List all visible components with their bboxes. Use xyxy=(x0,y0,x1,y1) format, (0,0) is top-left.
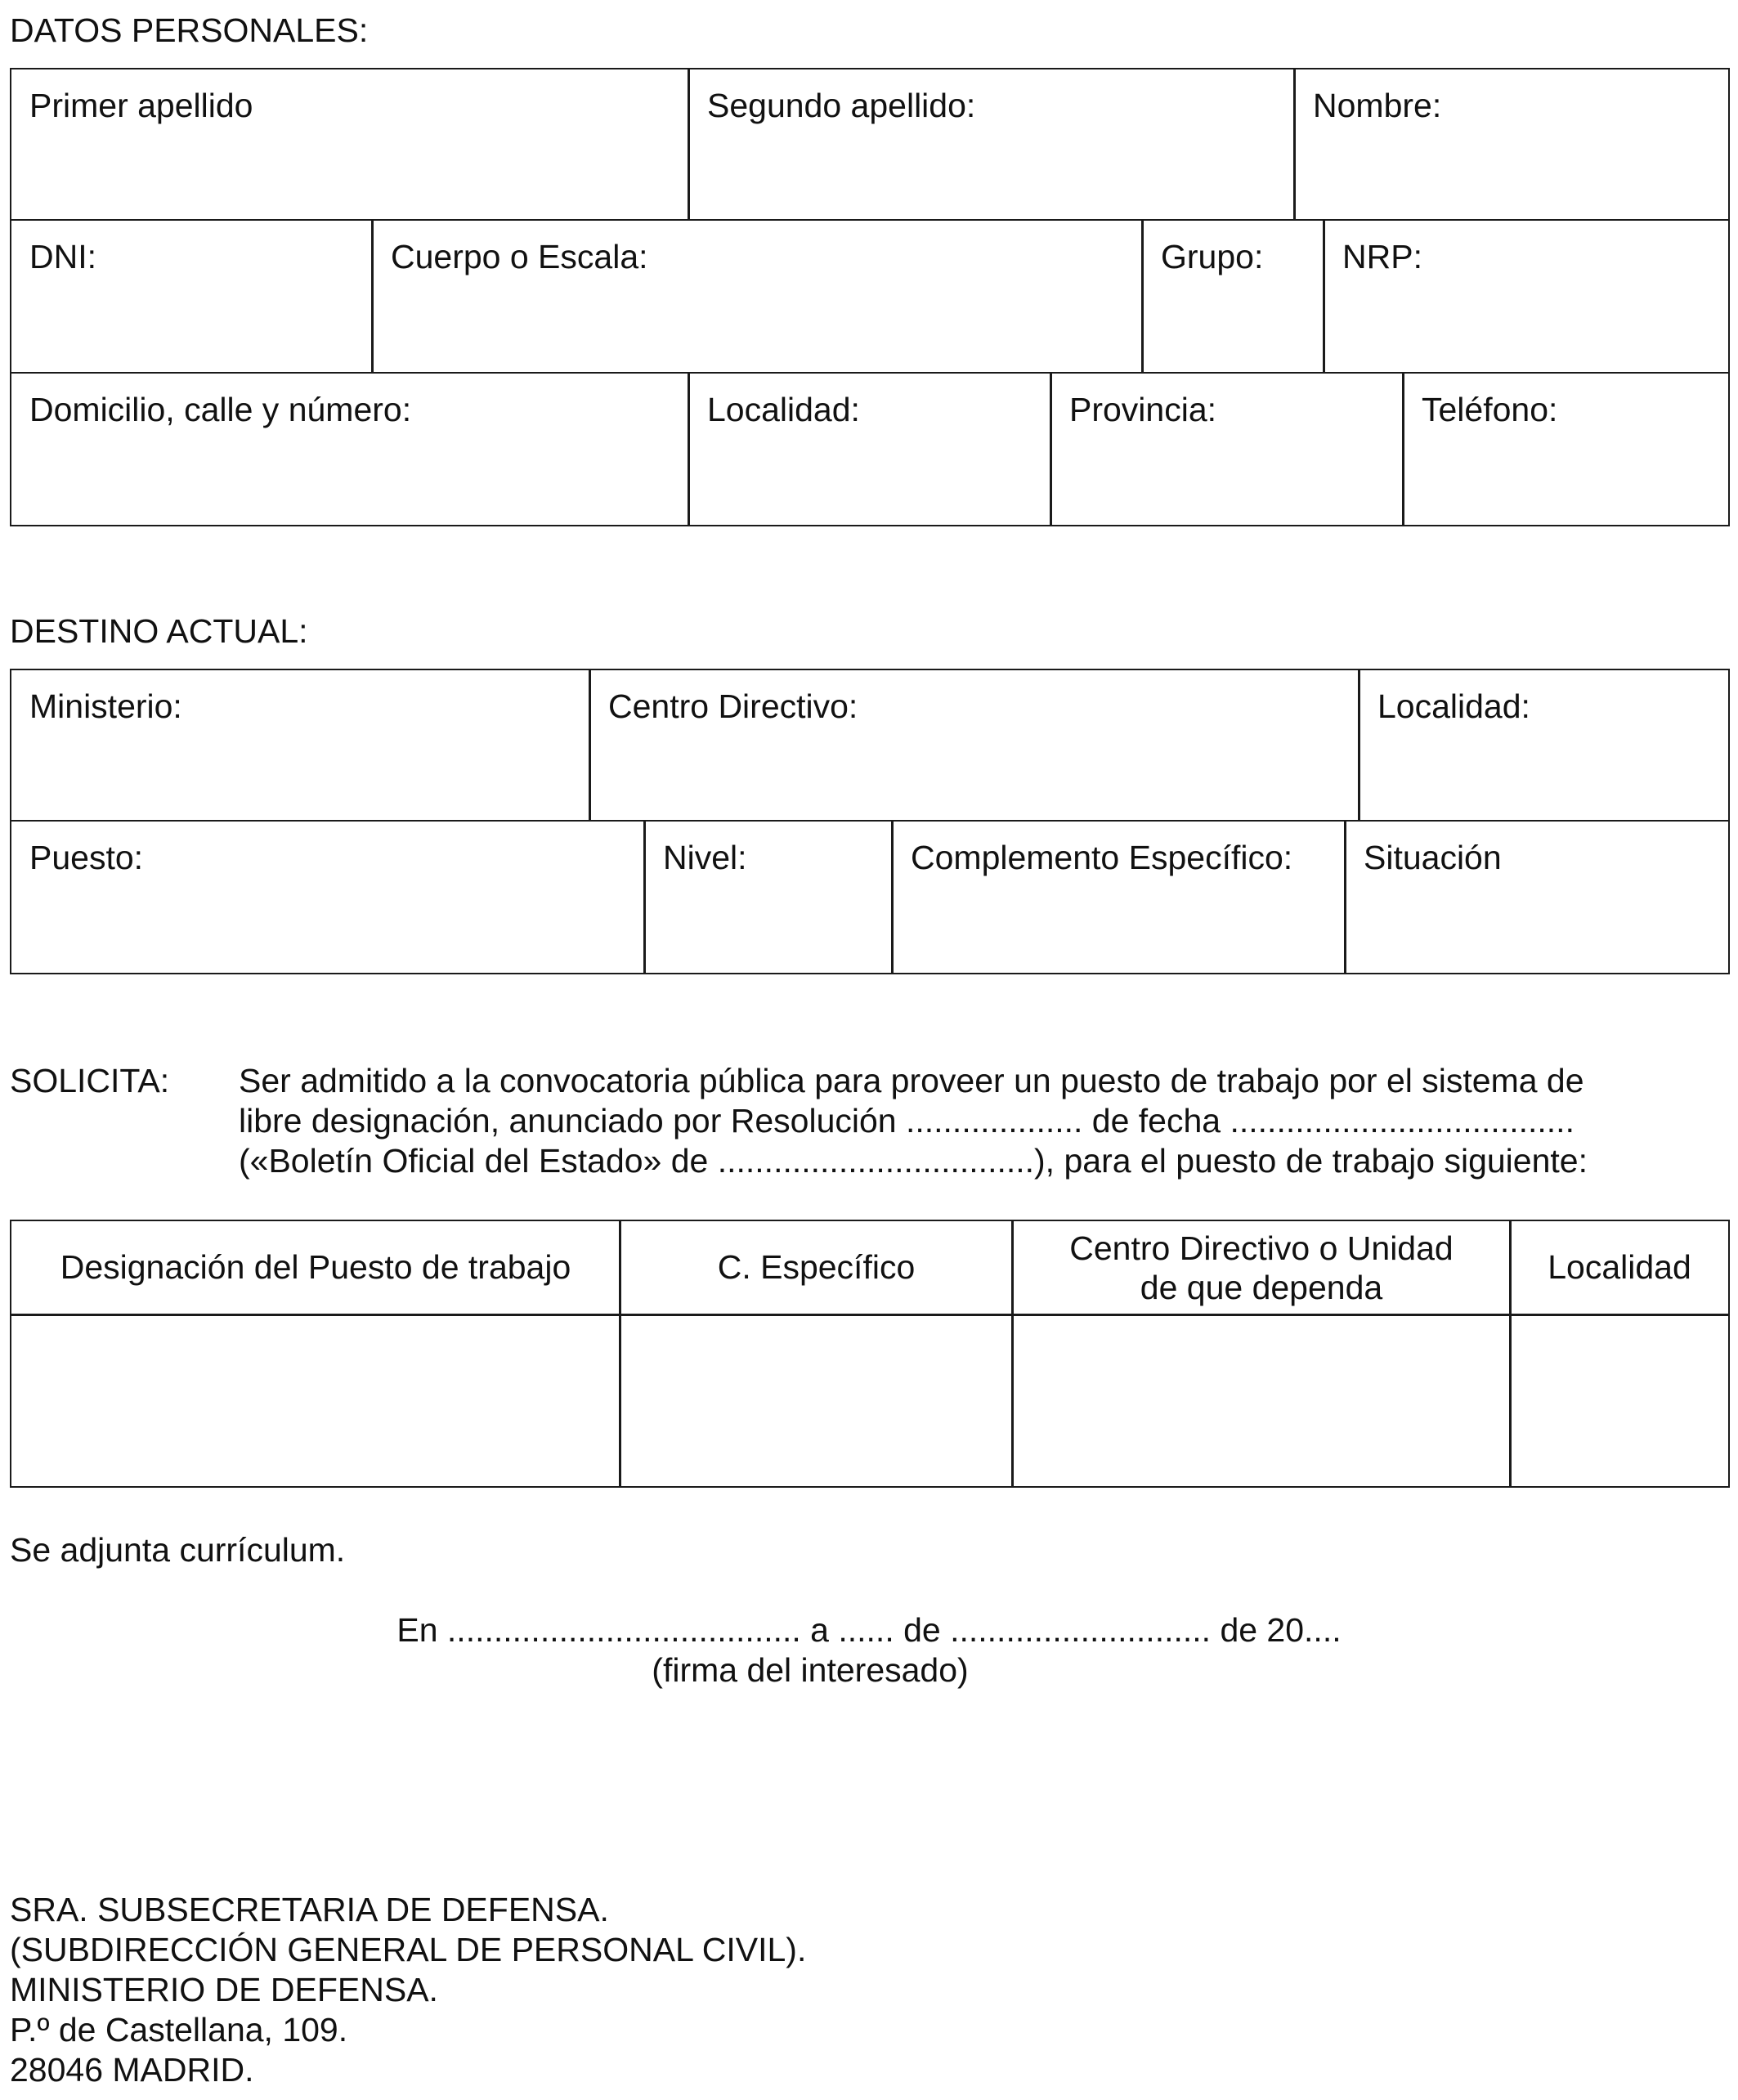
datos-personales-row-1 xyxy=(10,68,1730,221)
destino-actual-title: DESTINO ACTUAL: xyxy=(10,612,308,650)
header-localidad-label: Localidad xyxy=(1548,1248,1691,1287)
address-line-1: SRA. SUBSECRETARIA DE DEFENSA. xyxy=(10,1891,609,1928)
header-designacion xyxy=(10,1220,621,1316)
segundo-apellido-field[interactable] xyxy=(688,68,1296,221)
fecha-line: En ...................................... a ...... de ............................ de 20.... xyxy=(396,1611,1342,1649)
datos-personales-title: DATOS PERSONALES: xyxy=(10,11,369,49)
localidad-field[interactable] xyxy=(688,372,1052,527)
solicita-label: SOLICITA: xyxy=(10,1062,170,1099)
address-line-5: 28046 MADRID. xyxy=(10,2051,254,2089)
firma-label: (firma del interesado) xyxy=(652,1651,969,1689)
header-c-especifico xyxy=(619,1220,1014,1316)
situacion-label: Situación xyxy=(1364,838,1502,876)
datos-personales-grid xyxy=(10,68,1730,526)
curriculum-note: Se adjunta currículum. xyxy=(10,1531,346,1569)
solicita-line-1: Ser admitido a la convocatoria pública para proveer un puesto de trabajo por el sistema de xyxy=(239,1062,1584,1099)
primer-apellido-label: Primer apellido xyxy=(29,87,253,124)
primer-apellido-field[interactable] xyxy=(10,68,690,221)
destino-row-2 xyxy=(10,822,1730,974)
centro-directivo-label: Centro Directivo: xyxy=(608,687,858,725)
address-line-2: (SUBDIRECCIÓN GENERAL DE PERSONAL CIVIL). xyxy=(10,1931,807,1968)
address-line-3: MINISTERIO DE DEFENSA. xyxy=(10,1971,438,2008)
cuerpo-escala-field[interactable] xyxy=(371,219,1144,374)
datos-personales-row-2 xyxy=(10,221,1730,374)
datos-personales-row-3 xyxy=(10,374,1730,526)
solicita-line-2: libre designación, anunciado por Resolución ................... de fecha ..................................... xyxy=(239,1102,1575,1140)
telefono-field[interactable] xyxy=(1402,372,1730,527)
nrp-field[interactable] xyxy=(1323,219,1730,374)
c-especifico-input-cell[interactable] xyxy=(619,1314,1014,1488)
header-centro-line-1: Centro Directivo o Unidad xyxy=(1069,1229,1454,1267)
nombre-label: Nombre: xyxy=(1313,87,1442,124)
localidad-input-cell[interactable] xyxy=(1509,1314,1730,1488)
dni-label: DNI: xyxy=(29,237,96,275)
destino-actual-grid xyxy=(10,669,1730,974)
situacion-field[interactable] xyxy=(1344,820,1730,975)
provincia-label: Provincia: xyxy=(1069,390,1217,428)
complemento-especifico-label: Complemento Específico: xyxy=(911,838,1293,876)
localidad-label: Localidad: xyxy=(707,390,860,428)
address-line-4: P.º de Castellana, 109. xyxy=(10,2011,348,2049)
segundo-apellido-label: Segundo apellido: xyxy=(707,87,976,124)
header-c-especifico-label: C. Específico xyxy=(717,1248,916,1287)
designacion-input-cell[interactable] xyxy=(10,1314,621,1488)
nivel-label: Nivel: xyxy=(663,838,747,876)
dni-field[interactable] xyxy=(10,219,374,374)
header-centro-line-2: de que dependa xyxy=(1140,1269,1383,1306)
provincia-field[interactable] xyxy=(1050,372,1404,527)
header-centro-directivo xyxy=(1011,1220,1512,1316)
telefono-label: Teléfono: xyxy=(1422,390,1558,428)
destino-localidad-field[interactable] xyxy=(1358,669,1730,822)
solicita-text xyxy=(239,1061,1588,1181)
centro-directivo-field[interactable] xyxy=(589,669,1360,822)
domicilio-label: Domicilio, calle y número: xyxy=(29,390,412,428)
grupo-label: Grupo: xyxy=(1161,237,1264,275)
domicilio-field[interactable] xyxy=(10,372,690,527)
puesto-field[interactable] xyxy=(10,820,646,975)
destino-row-1 xyxy=(10,669,1730,822)
solicita-line-3: («Boletín Oficial del Estado» de ..................................), para el puesto de trabajo siguiente: xyxy=(239,1142,1588,1180)
cuerpo-escala-label: Cuerpo o Escala: xyxy=(391,237,648,275)
header-designacion-label: Designación del Puesto de trabajo xyxy=(60,1248,571,1287)
nrp-label: NRP: xyxy=(1342,237,1422,275)
complemento-especifico-field[interactable] xyxy=(891,820,1346,975)
ministerio-field[interactable] xyxy=(10,669,591,822)
ministerio-label: Ministerio: xyxy=(29,687,182,725)
recipient-address xyxy=(10,1890,806,2090)
puesto-trabajo-table xyxy=(10,1220,1730,1488)
destino-localidad-label: Localidad: xyxy=(1377,687,1530,725)
centro-directivo-input-cell[interactable] xyxy=(1011,1314,1512,1488)
puesto-label: Puesto: xyxy=(29,838,144,876)
header-localidad xyxy=(1509,1220,1730,1316)
grupo-field[interactable] xyxy=(1141,219,1325,374)
nombre-field[interactable] xyxy=(1293,68,1730,221)
nivel-field[interactable] xyxy=(643,820,894,975)
